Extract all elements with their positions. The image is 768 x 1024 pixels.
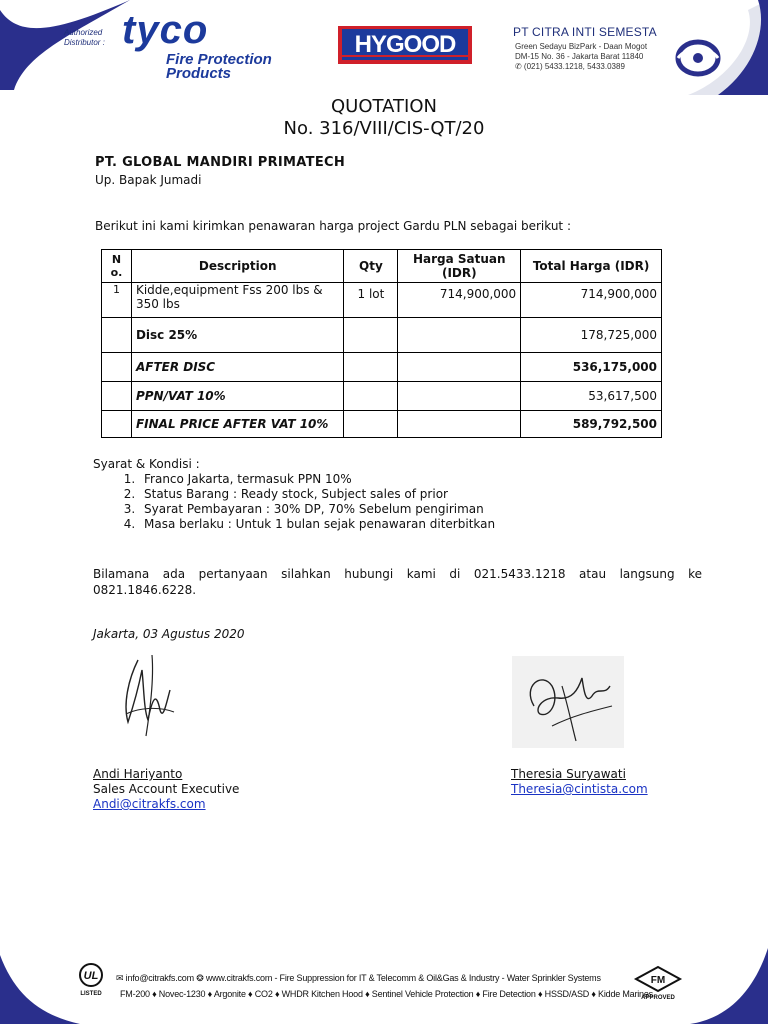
signatory-name: Andi Hariyanto <box>93 767 183 781</box>
empty-cell <box>102 353 132 382</box>
empty-cell <box>398 411 521 438</box>
document-title: QUOTATION <box>331 96 437 117</box>
authorized-line1: Authorized <box>64 28 103 37</box>
ul-text: UL <box>83 970 99 982</box>
table-row <box>102 411 662 438</box>
footer-swoosh-right <box>690 948 768 1024</box>
address-phone: ✆ (021) 5433.1218, 5433.0389 <box>515 62 625 71</box>
footer-swoosh-left <box>0 955 80 1024</box>
place-date: Jakarta, 03 Agustus 2020 <box>93 627 245 641</box>
fm-approved-text: APPROVED <box>641 995 675 1001</box>
empty-cell <box>398 353 521 382</box>
hygood-logo: HYGOOD <box>354 31 456 58</box>
footer-line1: ✉ info@citrakfs.com ❂ www.citrakfs.com - Fire Suppression for IT & Telecomm & Oil&Gas & Industry - Water Sprinkler Systems <box>116 973 601 983</box>
table-row <box>102 382 662 411</box>
authorized-distributor-label <box>64 28 105 48</box>
final-price-label: FINAL PRICE AFTER VAT 10% <box>131 411 344 438</box>
item-description: Kidde,equipment Fss 200 lbs & 350 lbs <box>131 283 344 318</box>
disc-label: Disc 25% <box>131 318 344 353</box>
signatory-title: Sales Account Executive <box>93 782 240 796</box>
col-header-total: Total Harga (IDR) <box>521 250 662 283</box>
list-item: 1. Franco Jakarta, termasuk PPN 10% <box>139 472 495 487</box>
list-item: 4. Masa berlaku : Untuk 1 bulan sejak penawaran diterbitkan <box>139 517 495 532</box>
final-price-value: 589,792,500 <box>521 411 662 438</box>
terms-title: Syarat & Kondisi : <box>93 457 200 471</box>
empty-cell <box>344 318 398 353</box>
fm-approved-logo-icon <box>633 965 683 1001</box>
signatory-email-link[interactable]: Theresia@cintista.com <box>511 782 648 796</box>
fire-protection-products-logo <box>166 53 272 81</box>
item-unit-price: 714,900,000 <box>398 283 521 318</box>
footer-line2: FM-200 ♦ Novec-1230 ♦ Argonite ♦ CO2 ♦ WHDR Kitchen Hood ♦ Sentinel Vehicle Protection ♦ Fire Detection ♦ HSSD/ASD ♦ Kidde Marines <box>120 989 653 999</box>
terms-list <box>93 472 495 532</box>
fm-text: FM <box>650 975 666 986</box>
recipient-attention: Up. Bapak Jumadi <box>95 173 202 187</box>
col-header-no: N o. <box>102 250 132 283</box>
empty-cell <box>398 318 521 353</box>
authorized-line2: Distributor : <box>64 38 105 47</box>
empty-cell <box>102 411 132 438</box>
fpp-line1: Fire Protection <box>166 51 272 68</box>
signatory-theresia <box>511 767 648 797</box>
empty-cell <box>398 382 521 411</box>
empty-cell <box>344 382 398 411</box>
quotation-table <box>101 249 662 438</box>
empty-cell <box>102 382 132 411</box>
disc-value: 178,725,000 <box>521 318 662 353</box>
company-address <box>515 42 647 72</box>
item-qty: 1 lot <box>344 283 398 318</box>
empty-cell <box>344 353 398 382</box>
table-row <box>102 318 662 353</box>
table-header-row <box>102 250 662 283</box>
signatory-andi <box>93 767 239 812</box>
empty-cell <box>344 411 398 438</box>
signature-andi <box>108 650 180 740</box>
intro-text: Berikut ini kami kirimkan penawaran harga project Gardu PLN sebagai berikut : <box>95 219 571 233</box>
vat-value: 53,617,500 <box>521 382 662 411</box>
after-disc-label: AFTER DISC <box>131 353 344 382</box>
signature-theresia <box>512 656 624 748</box>
list-item: 3. Syarat Pembayaran : 30% DP, 70% Sebelum pengiriman <box>139 502 495 517</box>
signatory-name: Theresia Suryawati <box>511 767 626 781</box>
empty-cell <box>102 318 132 353</box>
table-row <box>102 283 662 318</box>
cis-logo-icon <box>674 38 722 78</box>
item-total: 714,900,000 <box>521 283 662 318</box>
fpp-line2: Products <box>166 65 232 82</box>
item-no: 1 <box>102 283 132 318</box>
col-header-unit-price: Harga Satuan (IDR) <box>398 250 521 283</box>
contact-paragraph: Bilamana ada pertanyaan silahkan hubungi kami di 021.5433.1218 atau langsung ke 0821.1846.6228. <box>93 567 702 597</box>
recipient-company: PT. GLOBAL MANDIRI PRIMATECH <box>95 155 346 170</box>
col-header-qty: Qty <box>344 250 398 283</box>
col-header-description: Description <box>131 250 344 283</box>
address-line2: DM-15 No. 36 - Jakarta Barat 11840 <box>515 52 644 61</box>
table-row <box>102 353 662 382</box>
vat-label: PPN/VAT 10% <box>131 382 344 411</box>
ul-listed-text: LISTED <box>80 991 102 997</box>
company-name: PT CITRA INTI SEMESTA <box>513 25 657 39</box>
terms-section <box>93 457 495 532</box>
quotation-number: No. 316/VIII/CIS-QT/20 <box>283 118 485 139</box>
after-disc-value: 536,175,000 <box>521 353 662 382</box>
address-line1: Green Sedayu BizPark - Daan Mogot <box>515 42 648 51</box>
signatory-email-link[interactable]: Andi@citrakfs.com <box>93 797 206 811</box>
tyco-logo: tyco <box>122 8 209 52</box>
ul-listed-logo-icon <box>78 963 104 997</box>
list-item: 2. Status Barang : Ready stock, Subject sales of prior <box>139 487 495 502</box>
